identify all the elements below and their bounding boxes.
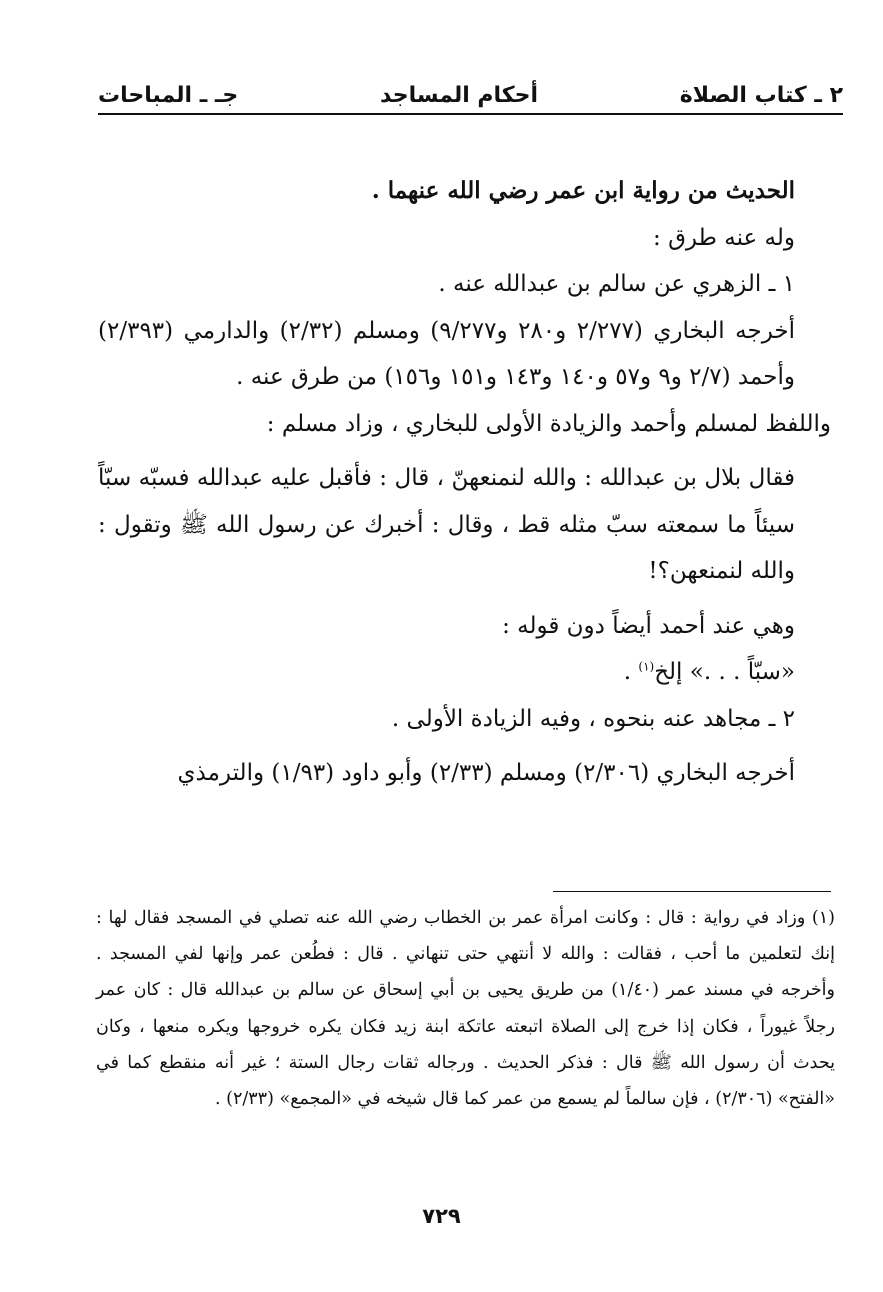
footnote-divider — [553, 891, 831, 892]
paragraph: الحديث من رواية ابن عمر رضي الله عنهما . — [371, 177, 795, 204]
header-chapter: ٢ ـ كتاب الصلاة — [679, 83, 843, 108]
paragraph: وهي عند أحمد أيضاً دون قوله : — [502, 612, 795, 639]
paragraph — [98, 649, 831, 696]
paragraph: وله عنه طرق : — [653, 224, 795, 251]
footnote-text: (١) وزاد في رواية : قال : وكانت امرأة عمر بن الخطاب رضي الله عنه تصلي في المسجد فقال لها : إنك لتعلمين ما أحب ، فقالت : والله لا أنتهي حتى تنهاني . قال : فطُعن عمر وإنها لفي المسجد . وأخرجه في مسند عمر (١/٤٠) من طريق يحيى بن أبي إسحاق عن سالم بن عبدالله قال : كان عمر رجلاً غيوراً ، فكان إذا خرج إلى الصلاة اتبعته عاتكة ابنة زيد فكان يكره خروجها ويكره منعها ، وكان يحدث أن رسول الله ﷺ قال : فذكر الحديث . ورجاله ثقات رجال الستة ؛ غير أنه منقطع كما في «الفتح» (٢/٣٠٦) ، فإن سالماً لم يسمع من عمر كما قال شيخه في «المجمع» (٢/٣٣) . — [96, 908, 835, 1110]
quote-text: «سبّاً . . .» إلخ — [654, 659, 795, 685]
main-text — [98, 168, 831, 797]
header-divider — [98, 113, 843, 115]
footnote-marker: (١) — [638, 659, 655, 674]
paragraph: فقال بلال بن عبدالله : والله لنمنعهنّ ، قال : فأقبل عليه عبدالله فسبّه سبّاً سيئاً ما سمعته سبّ مثله قط ، وقال : أخبرك عن رسول الله ﷺ وتقول : والله لنمنعهن؟! — [98, 465, 795, 584]
quote-end: . — [623, 659, 639, 685]
footnote — [96, 900, 835, 1117]
paragraph: أخرجه البخاري (٢/٢٧٧ و٢٨٠ و٩/٢٧٧) ومسلم (٢/٣٢) والدارمي (٢/٣٩٣) وأحمد (٢/٧ و٩ و٥٧ و١٤٠ و١٤٣ و١٥١ و١٥٦) من طرق عنه . — [98, 317, 796, 390]
page-number: ٧٢٩ — [422, 1204, 461, 1228]
paragraph: أخرجه البخاري (٢/٣٠٦) ومسلم (٢/٣٣) وأبو داود (١/٩٣) والترمذي — [177, 760, 795, 786]
paragraph: ١ ـ الزهري عن سالم بن عبدالله عنه . — [438, 271, 795, 297]
running-header — [98, 68, 843, 108]
paragraph: واللفظ لمسلم وأحمد والزيادة الأولى للبخاري ، وزاد مسلم : — [266, 410, 831, 437]
header-section: جـ ـ المباحات — [98, 83, 239, 108]
paragraph: ٢ ـ مجاهد عنه بنحوه ، وفيه الزيادة الأولى . — [391, 705, 795, 732]
header-title: أحكام المساجد — [380, 83, 538, 108]
